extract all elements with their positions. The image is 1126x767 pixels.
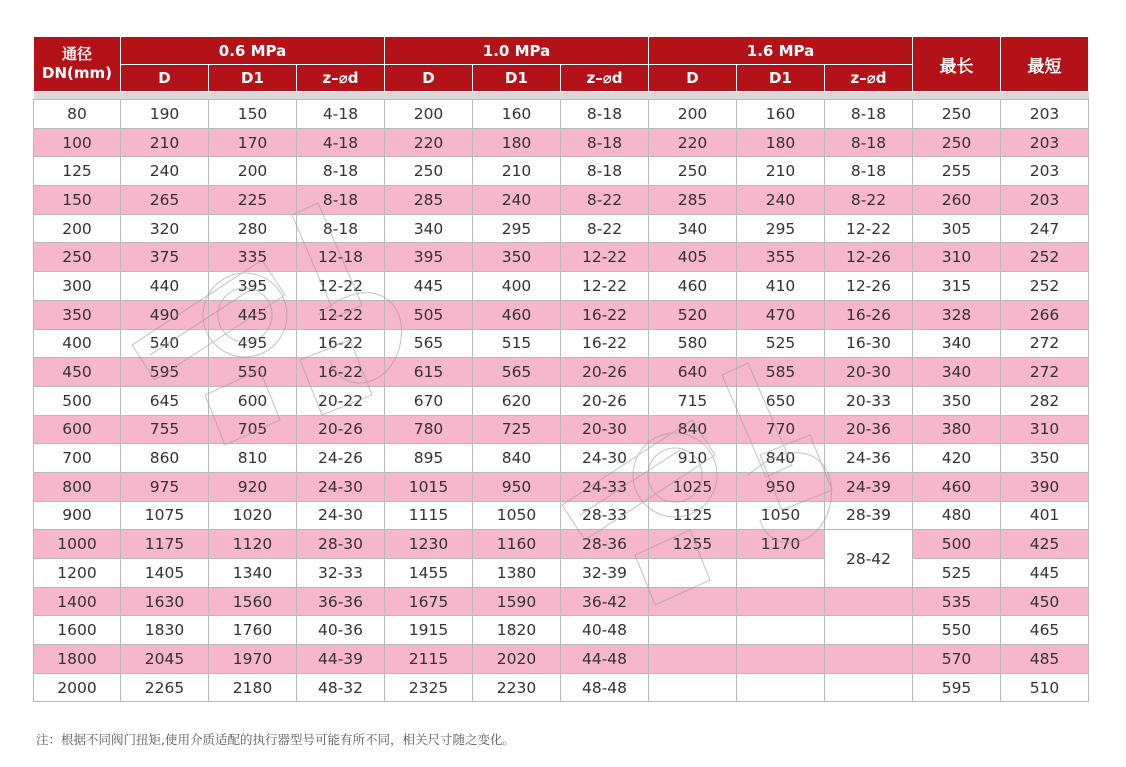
cell-d-1-0: 340 <box>385 214 473 243</box>
cell-shortest: 450 <box>1001 587 1089 616</box>
cell-dn: 200 <box>34 214 121 243</box>
cell-bolts-1-6: 8-18 <box>825 100 913 129</box>
cell-dn: 500 <box>34 386 121 415</box>
cell-d1-1-6 <box>737 673 825 702</box>
cell-d-1-0: 505 <box>385 300 473 329</box>
cell-d-1-6: 220 <box>649 128 737 157</box>
cell-bolts-1-6 <box>825 587 913 616</box>
cell-d1-1-6: 585 <box>737 358 825 387</box>
cell-bolts-1-6: 8-18 <box>825 128 913 157</box>
cell-d1-1-0: 350 <box>473 243 561 272</box>
cell-d-0-6: 2045 <box>121 645 209 674</box>
cell-d-1-0: 1915 <box>385 616 473 645</box>
cell-shortest: 272 <box>1001 358 1089 387</box>
cell-d-0-6: 1075 <box>121 501 209 530</box>
cell-d1-1-6: 355 <box>737 243 825 272</box>
cell-d-1-0: 250 <box>385 157 473 186</box>
dimension-table-container <box>33 36 1087 702</box>
cell-bolts-1-0: 48-48 <box>561 673 649 702</box>
cell-d1-1-6: 160 <box>737 100 825 129</box>
cell-longest: 570 <box>913 645 1001 674</box>
cell-d-1-6: 580 <box>649 329 737 358</box>
cell-d1-1-6 <box>737 645 825 674</box>
cell-d1-1-0: 1820 <box>473 616 561 645</box>
cell-d-0-6: 240 <box>121 157 209 186</box>
header-sub: D1 <box>209 65 297 92</box>
cell-d-1-0: 780 <box>385 415 473 444</box>
cell-bolts-0-6: 32-33 <box>297 559 385 588</box>
cell-d-1-0: 895 <box>385 444 473 473</box>
cell-d-0-6: 375 <box>121 243 209 272</box>
cell-shortest: 485 <box>1001 645 1089 674</box>
cell-d-0-6: 1630 <box>121 587 209 616</box>
cell-longest: 420 <box>913 444 1001 473</box>
cell-d1-0-6: 1120 <box>209 530 297 559</box>
header-sub: D <box>649 65 737 92</box>
cell-d1-1-0: 840 <box>473 444 561 473</box>
cell-bolts-0-6: 8-18 <box>297 157 385 186</box>
cell-d-0-6: 1405 <box>121 559 209 588</box>
cell-d1-0-6: 280 <box>209 214 297 243</box>
cell-d1-1-6: 1050 <box>737 501 825 530</box>
table-row <box>34 157 1089 186</box>
cell-shortest: 282 <box>1001 386 1089 415</box>
cell-bolts-0-6: 16-22 <box>297 358 385 387</box>
cell-shortest: 203 <box>1001 128 1089 157</box>
cell-bolts-1-6 <box>825 645 913 674</box>
header-dn-line1: 通径 <box>61 45 92 63</box>
cell-d-0-6: 755 <box>121 415 209 444</box>
cell-d1-0-6: 1760 <box>209 616 297 645</box>
cell-bolts-1-0: 28-33 <box>561 501 649 530</box>
cell-d-1-6: 1025 <box>649 472 737 501</box>
cell-d-1-0: 445 <box>385 272 473 301</box>
cell-d-1-0: 615 <box>385 358 473 387</box>
cell-shortest: 252 <box>1001 243 1089 272</box>
cell-d-0-6: 540 <box>121 329 209 358</box>
cell-dn: 800 <box>34 472 121 501</box>
cell-bolts-1-0: 16-22 <box>561 329 649 358</box>
header-shortest: 最短 <box>1001 37 1089 92</box>
cell-d-1-6 <box>649 559 737 588</box>
table-row <box>34 530 1089 559</box>
cell-bolts-0-6: 20-22 <box>297 386 385 415</box>
cell-d-0-6: 1175 <box>121 530 209 559</box>
table-row <box>34 616 1089 645</box>
cell-d-0-6: 860 <box>121 444 209 473</box>
cell-d-1-6 <box>649 587 737 616</box>
cell-d1-0-6: 395 <box>209 272 297 301</box>
cell-dn: 1200 <box>34 559 121 588</box>
cell-bolts-1-6: 16-30 <box>825 329 913 358</box>
cell-shortest: 203 <box>1001 100 1089 129</box>
table-row <box>34 645 1089 674</box>
cell-dn: 150 <box>34 186 121 215</box>
cell-bolts-1-0: 12-22 <box>561 272 649 301</box>
cell-d1-0-6: 920 <box>209 472 297 501</box>
cell-longest: 350 <box>913 386 1001 415</box>
cell-d1-1-0: 160 <box>473 100 561 129</box>
cell-longest: 525 <box>913 559 1001 588</box>
cell-bolts-1-0: 20-30 <box>561 415 649 444</box>
table-row <box>34 415 1089 444</box>
cell-d1-1-0: 515 <box>473 329 561 358</box>
cell-d-1-0: 395 <box>385 243 473 272</box>
cell-bolts-1-6: 12-22 <box>825 214 913 243</box>
cell-longest: 340 <box>913 358 1001 387</box>
cell-bolts-0-6: 12-18 <box>297 243 385 272</box>
cell-d1-1-6: 525 <box>737 329 825 358</box>
cell-dn: 1000 <box>34 530 121 559</box>
cell-bolts-0-6: 28-30 <box>297 530 385 559</box>
cell-longest: 315 <box>913 272 1001 301</box>
cell-shortest: 272 <box>1001 329 1089 358</box>
cell-bolts-0-6: 8-18 <box>297 186 385 215</box>
cell-bolts-1-0: 8-18 <box>561 157 649 186</box>
cell-d1-1-0: 1050 <box>473 501 561 530</box>
cell-bolts-1-0: 12-22 <box>561 243 649 272</box>
cell-dn: 700 <box>34 444 121 473</box>
cell-d-1-6: 840 <box>649 415 737 444</box>
cell-d1-1-6: 470 <box>737 300 825 329</box>
cell-d-1-0: 670 <box>385 386 473 415</box>
cell-dn: 1800 <box>34 645 121 674</box>
cell-longest: 380 <box>913 415 1001 444</box>
table-row <box>34 444 1089 473</box>
cell-d-1-0: 285 <box>385 186 473 215</box>
cell-d1-1-0: 950 <box>473 472 561 501</box>
cell-d-1-6 <box>649 645 737 674</box>
cell-bolts-0-6: 44-39 <box>297 645 385 674</box>
cell-d1-1-6: 180 <box>737 128 825 157</box>
cell-bolts-1-6: 28-39 <box>825 501 913 530</box>
cell-shortest: 465 <box>1001 616 1089 645</box>
cell-shortest: 510 <box>1001 673 1089 702</box>
cell-longest: 535 <box>913 587 1001 616</box>
cell-bolts-1-0: 36-42 <box>561 587 649 616</box>
table-row <box>34 243 1089 272</box>
cell-bolts-0-6: 36-36 <box>297 587 385 616</box>
cell-d1-1-6: 410 <box>737 272 825 301</box>
header-dn <box>34 37 121 92</box>
cell-d1-0-6: 495 <box>209 329 297 358</box>
cell-bolts-1-0: 24-33 <box>561 472 649 501</box>
cell-d1-1-6: 1170 <box>737 530 825 559</box>
cell-shortest: 390 <box>1001 472 1089 501</box>
cell-d1-1-0: 565 <box>473 358 561 387</box>
cell-bolts-1-0: 20-26 <box>561 358 649 387</box>
table-row <box>34 329 1089 358</box>
cell-d-1-0: 1455 <box>385 559 473 588</box>
header-group-0-6mpa: 0.6 MPa <box>121 37 385 65</box>
cell-d1-1-6: 950 <box>737 472 825 501</box>
cell-d1-0-6: 550 <box>209 358 297 387</box>
cell-shortest: 203 <box>1001 157 1089 186</box>
cell-bolts-1-0: 44-48 <box>561 645 649 674</box>
header-sub: D1 <box>473 65 561 92</box>
cell-longest: 250 <box>913 128 1001 157</box>
table-row <box>34 501 1089 530</box>
footnote: 注：根据不同阀门扭矩,使用介质适配的执行器型号可能有所不同，相关尺寸随之变化。 <box>36 732 515 747</box>
cell-shortest: 445 <box>1001 559 1089 588</box>
cell-longest: 550 <box>913 616 1001 645</box>
header-sub: z–⌀d <box>825 65 913 92</box>
cell-d1-1-0: 1380 <box>473 559 561 588</box>
cell-d1-1-0: 2230 <box>473 673 561 702</box>
cell-d-0-6: 645 <box>121 386 209 415</box>
cell-bolts-1-6: 16-26 <box>825 300 913 329</box>
cell-d1-0-6: 225 <box>209 186 297 215</box>
cell-shortest: 401 <box>1001 501 1089 530</box>
cell-bolts-1-0: 20-26 <box>561 386 649 415</box>
cell-bolts-0-6: 16-22 <box>297 329 385 358</box>
cell-d1-0-6: 705 <box>209 415 297 444</box>
cell-longest: 255 <box>913 157 1001 186</box>
cell-d-1-0: 2115 <box>385 645 473 674</box>
cell-longest: 305 <box>913 214 1001 243</box>
cell-dn: 400 <box>34 329 121 358</box>
table-row <box>34 472 1089 501</box>
cell-d1-1-6: 650 <box>737 386 825 415</box>
cell-d-1-6 <box>649 673 737 702</box>
cell-d-0-6: 490 <box>121 300 209 329</box>
cell-bolts-0-6: 24-30 <box>297 501 385 530</box>
cell-bolts-0-6: 12-22 <box>297 300 385 329</box>
cell-d1-1-0: 295 <box>473 214 561 243</box>
cell-d-1-0: 1015 <box>385 472 473 501</box>
cell-bolts-0-6: 48-32 <box>297 673 385 702</box>
cell-d1-1-6: 210 <box>737 157 825 186</box>
cell-bolts-1-0: 40-48 <box>561 616 649 645</box>
cell-d-1-6: 640 <box>649 358 737 387</box>
cell-d-1-6: 250 <box>649 157 737 186</box>
table-row <box>34 272 1089 301</box>
cell-longest: 480 <box>913 501 1001 530</box>
cell-d-1-6: 910 <box>649 444 737 473</box>
cell-longest: 250 <box>913 100 1001 129</box>
cell-bolts-1-6: 8-22 <box>825 186 913 215</box>
cell-bolts-1-6 <box>825 616 913 645</box>
cell-d-0-6: 190 <box>121 100 209 129</box>
cell-d-0-6: 595 <box>121 358 209 387</box>
cell-shortest: 247 <box>1001 214 1089 243</box>
cell-dn: 450 <box>34 358 121 387</box>
cell-bolts-1-6: 24-36 <box>825 444 913 473</box>
cell-bolts-1-6: 28-42 <box>825 530 913 587</box>
cell-d1-0-6: 1020 <box>209 501 297 530</box>
cell-bolts-1-6: 12-26 <box>825 243 913 272</box>
cell-dn: 80 <box>34 100 121 129</box>
cell-d-1-0: 1230 <box>385 530 473 559</box>
cell-d-1-6: 460 <box>649 272 737 301</box>
cell-dn: 2000 <box>34 673 121 702</box>
cell-d1-0-6: 2180 <box>209 673 297 702</box>
cell-longest: 460 <box>913 472 1001 501</box>
cell-longest: 595 <box>913 673 1001 702</box>
cell-d1-0-6: 1340 <box>209 559 297 588</box>
header-sub: D <box>385 65 473 92</box>
table-row <box>34 186 1089 215</box>
cell-shortest: 266 <box>1001 300 1089 329</box>
cell-d1-1-6: 295 <box>737 214 825 243</box>
header-group-1-6mpa: 1.6 MPa <box>649 37 913 65</box>
cell-d1-0-6: 600 <box>209 386 297 415</box>
cell-dn: 900 <box>34 501 121 530</box>
cell-d1-1-6: 770 <box>737 415 825 444</box>
table-row <box>34 673 1089 702</box>
cell-bolts-1-6: 12-26 <box>825 272 913 301</box>
cell-d1-1-0: 1160 <box>473 530 561 559</box>
table-row <box>34 300 1089 329</box>
cell-bolts-0-6: 8-18 <box>297 214 385 243</box>
cell-bolts-1-0: 8-22 <box>561 214 649 243</box>
cell-d1-1-0: 620 <box>473 386 561 415</box>
cell-longest: 500 <box>913 530 1001 559</box>
cell-d1-0-6: 170 <box>209 128 297 157</box>
cell-d1-0-6: 200 <box>209 157 297 186</box>
cell-d1-1-6 <box>737 587 825 616</box>
cell-longest: 310 <box>913 243 1001 272</box>
cell-dn: 350 <box>34 300 121 329</box>
cell-d1-0-6: 445 <box>209 300 297 329</box>
cell-d-1-0: 220 <box>385 128 473 157</box>
dimension-table <box>33 36 1089 702</box>
cell-d-1-0: 200 <box>385 100 473 129</box>
cell-d-1-6: 1255 <box>649 530 737 559</box>
cell-bolts-1-0: 8-18 <box>561 128 649 157</box>
table-row <box>34 386 1089 415</box>
cell-d1-0-6: 810 <box>209 444 297 473</box>
cell-d-0-6: 320 <box>121 214 209 243</box>
cell-bolts-1-0: 16-22 <box>561 300 649 329</box>
cell-d-0-6: 2265 <box>121 673 209 702</box>
cell-d1-1-6: 240 <box>737 186 825 215</box>
cell-bolts-1-0: 32-39 <box>561 559 649 588</box>
cell-dn: 1400 <box>34 587 121 616</box>
header-sub: D <box>121 65 209 92</box>
cell-shortest: 252 <box>1001 272 1089 301</box>
cell-d-1-6: 520 <box>649 300 737 329</box>
cell-shortest: 203 <box>1001 186 1089 215</box>
cell-d-1-0: 565 <box>385 329 473 358</box>
header-group-1-0mpa: 1.0 MPa <box>385 37 649 65</box>
cell-shortest: 310 <box>1001 415 1089 444</box>
header-sub: z–⌀d <box>297 65 385 92</box>
cell-longest: 340 <box>913 329 1001 358</box>
cell-bolts-0-6: 24-30 <box>297 472 385 501</box>
cell-bolts-1-0: 24-30 <box>561 444 649 473</box>
cell-d-1-6 <box>649 616 737 645</box>
cell-shortest: 350 <box>1001 444 1089 473</box>
header-sub: D1 <box>737 65 825 92</box>
cell-dn: 100 <box>34 128 121 157</box>
cell-d-1-6: 340 <box>649 214 737 243</box>
cell-bolts-1-6: 20-33 <box>825 386 913 415</box>
header-dn-line2: DN(mm) <box>42 64 112 82</box>
header-longest: 最长 <box>913 37 1001 92</box>
cell-d-0-6: 1830 <box>121 616 209 645</box>
cell-d1-1-0: 240 <box>473 186 561 215</box>
cell-bolts-1-0: 28-36 <box>561 530 649 559</box>
cell-d1-1-0: 1590 <box>473 587 561 616</box>
table-row <box>34 358 1089 387</box>
cell-d1-1-0: 2020 <box>473 645 561 674</box>
cell-bolts-1-6 <box>825 673 913 702</box>
cell-bolts-1-6: 20-36 <box>825 415 913 444</box>
cell-bolts-0-6: 4-18 <box>297 128 385 157</box>
table-row <box>34 587 1089 616</box>
cell-d-1-0: 1675 <box>385 587 473 616</box>
cell-bolts-0-6: 4-18 <box>297 100 385 129</box>
cell-d-0-6: 265 <box>121 186 209 215</box>
cell-d1-0-6: 1560 <box>209 587 297 616</box>
cell-shortest: 425 <box>1001 530 1089 559</box>
cell-d1-1-0: 460 <box>473 300 561 329</box>
cell-dn: 600 <box>34 415 121 444</box>
cell-bolts-0-6: 12-22 <box>297 272 385 301</box>
cell-d1-1-0: 725 <box>473 415 561 444</box>
cell-d-0-6: 210 <box>121 128 209 157</box>
cell-d-1-6: 1125 <box>649 501 737 530</box>
header-sub: z–⌀d <box>561 65 649 92</box>
cell-bolts-1-6: 24-39 <box>825 472 913 501</box>
table-row <box>34 100 1089 129</box>
cell-d1-1-6 <box>737 559 825 588</box>
cell-d-1-6: 200 <box>649 100 737 129</box>
table-row <box>34 559 1089 588</box>
table-row <box>34 214 1089 243</box>
cell-d1-1-6 <box>737 616 825 645</box>
cell-bolts-1-6: 20-30 <box>825 358 913 387</box>
cell-dn: 1600 <box>34 616 121 645</box>
cell-bolts-1-0: 8-18 <box>561 100 649 129</box>
cell-dn: 250 <box>34 243 121 272</box>
cell-d-0-6: 975 <box>121 472 209 501</box>
cell-d1-1-0: 210 <box>473 157 561 186</box>
cell-d-1-6: 715 <box>649 386 737 415</box>
cell-bolts-0-6: 40-36 <box>297 616 385 645</box>
cell-d-1-0: 1115 <box>385 501 473 530</box>
cell-d-0-6: 440 <box>121 272 209 301</box>
cell-bolts-0-6: 20-26 <box>297 415 385 444</box>
cell-dn: 125 <box>34 157 121 186</box>
cell-d1-0-6: 150 <box>209 100 297 129</box>
cell-d1-0-6: 335 <box>209 243 297 272</box>
cell-longest: 260 <box>913 186 1001 215</box>
cell-d1-1-6: 840 <box>737 444 825 473</box>
cell-d1-1-0: 180 <box>473 128 561 157</box>
cell-dn: 300 <box>34 272 121 301</box>
cell-d-1-6: 405 <box>649 243 737 272</box>
cell-d1-1-0: 400 <box>473 272 561 301</box>
cell-bolts-1-6: 8-18 <box>825 157 913 186</box>
cell-bolts-0-6: 24-26 <box>297 444 385 473</box>
cell-longest: 328 <box>913 300 1001 329</box>
cell-d-1-0: 2325 <box>385 673 473 702</box>
table-row <box>34 128 1089 157</box>
cell-d1-0-6: 1970 <box>209 645 297 674</box>
table-body <box>34 100 1089 702</box>
cell-d-1-6: 285 <box>649 186 737 215</box>
header-separator <box>34 92 1089 100</box>
cell-bolts-1-0: 8-22 <box>561 186 649 215</box>
